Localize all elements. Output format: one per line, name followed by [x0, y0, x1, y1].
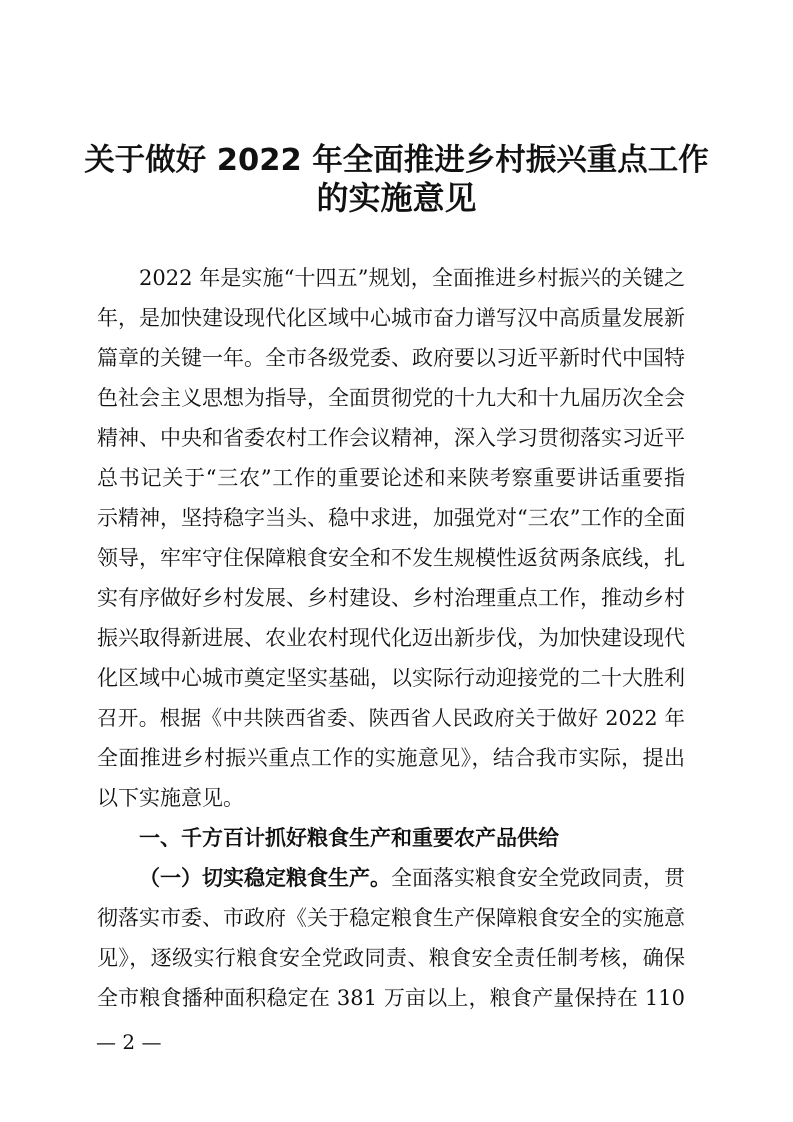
- paragraph-line: 领导，牢牢守住保障粮食安全和不发生规模性返贫两条底线，扎: [97, 546, 685, 570]
- paragraph-line: 全市粮食播种面积稳定在 381 万亩以上，粮食产量保持在 110: [97, 986, 685, 1010]
- document-title-line-1: 关于做好 2022 年全面推进乡村振兴重点工作: [84, 143, 709, 178]
- paragraph-line: [139, 858, 685, 898]
- paragraph-line: 示精神，坚持稳字当头、稳中求进，加强党对“三农”工作的全面: [97, 506, 685, 530]
- page-number: — 2 —: [96, 1030, 162, 1054]
- paragraph-line: 精神、中央和省委农村工作会议精神，深入学习贯彻落实习近平: [97, 426, 685, 450]
- paragraph-line: 彻落实市委、市政府《关于稳定粮食生产保障粮食安全的实施意: [97, 906, 685, 930]
- paragraph-line: 篇章的关键一年。全市各级党委、政府要以习近平新时代中国特: [97, 346, 685, 370]
- paragraph-line: 全面推进乡村振兴重点工作的实施意见》，结合我市实际，提出: [97, 746, 685, 770]
- paragraph-line: 年，是加快建设现代化区域中心城市奋力谱写汉中高质量发展新: [97, 306, 685, 330]
- paragraph-line: 总书记关于“三农”工作的重要论述和来陕考察重要讲话重要指: [97, 466, 685, 490]
- paragraph-line: 实有序做好乡村发展、乡村建设、乡村治理重点工作，推动乡村: [97, 586, 685, 610]
- paragraph-line: 化区域中心城市奠定坚实基础，以实际行动迎接党的二十大胜利: [97, 666, 685, 690]
- paragraph-line: 见》，逐级实行粮食安全党政同责、粮食安全责任制考核，确保: [97, 946, 685, 970]
- paragraph-line: 振兴取得新进展、农业农村现代化迈出新步伐，为加快建设现代: [97, 626, 685, 650]
- section-heading: 一、千方百计抓好粮食生产和重要农产品供给: [139, 826, 559, 850]
- subsection-heading: （一）切实稳定粮食生产。: [139, 866, 391, 890]
- subsection-text: 全面落实粮食安全党政同责，贯: [391, 866, 685, 890]
- document-title-line-2: 的实施意见: [316, 179, 477, 217]
- paragraph-line: 2022 年是实施“十四五”规划，全面推进乡村振兴的关键之: [139, 266, 685, 290]
- paragraph-line: 召开。根据《中共陕西省委、陕西省人民政府关于做好 2022 年: [97, 706, 685, 730]
- paragraph-line: 色社会主义思想为指导，全面贯彻党的十九大和十九届历次全会: [97, 386, 685, 410]
- paragraph-line: 以下实施意见。: [97, 786, 244, 810]
